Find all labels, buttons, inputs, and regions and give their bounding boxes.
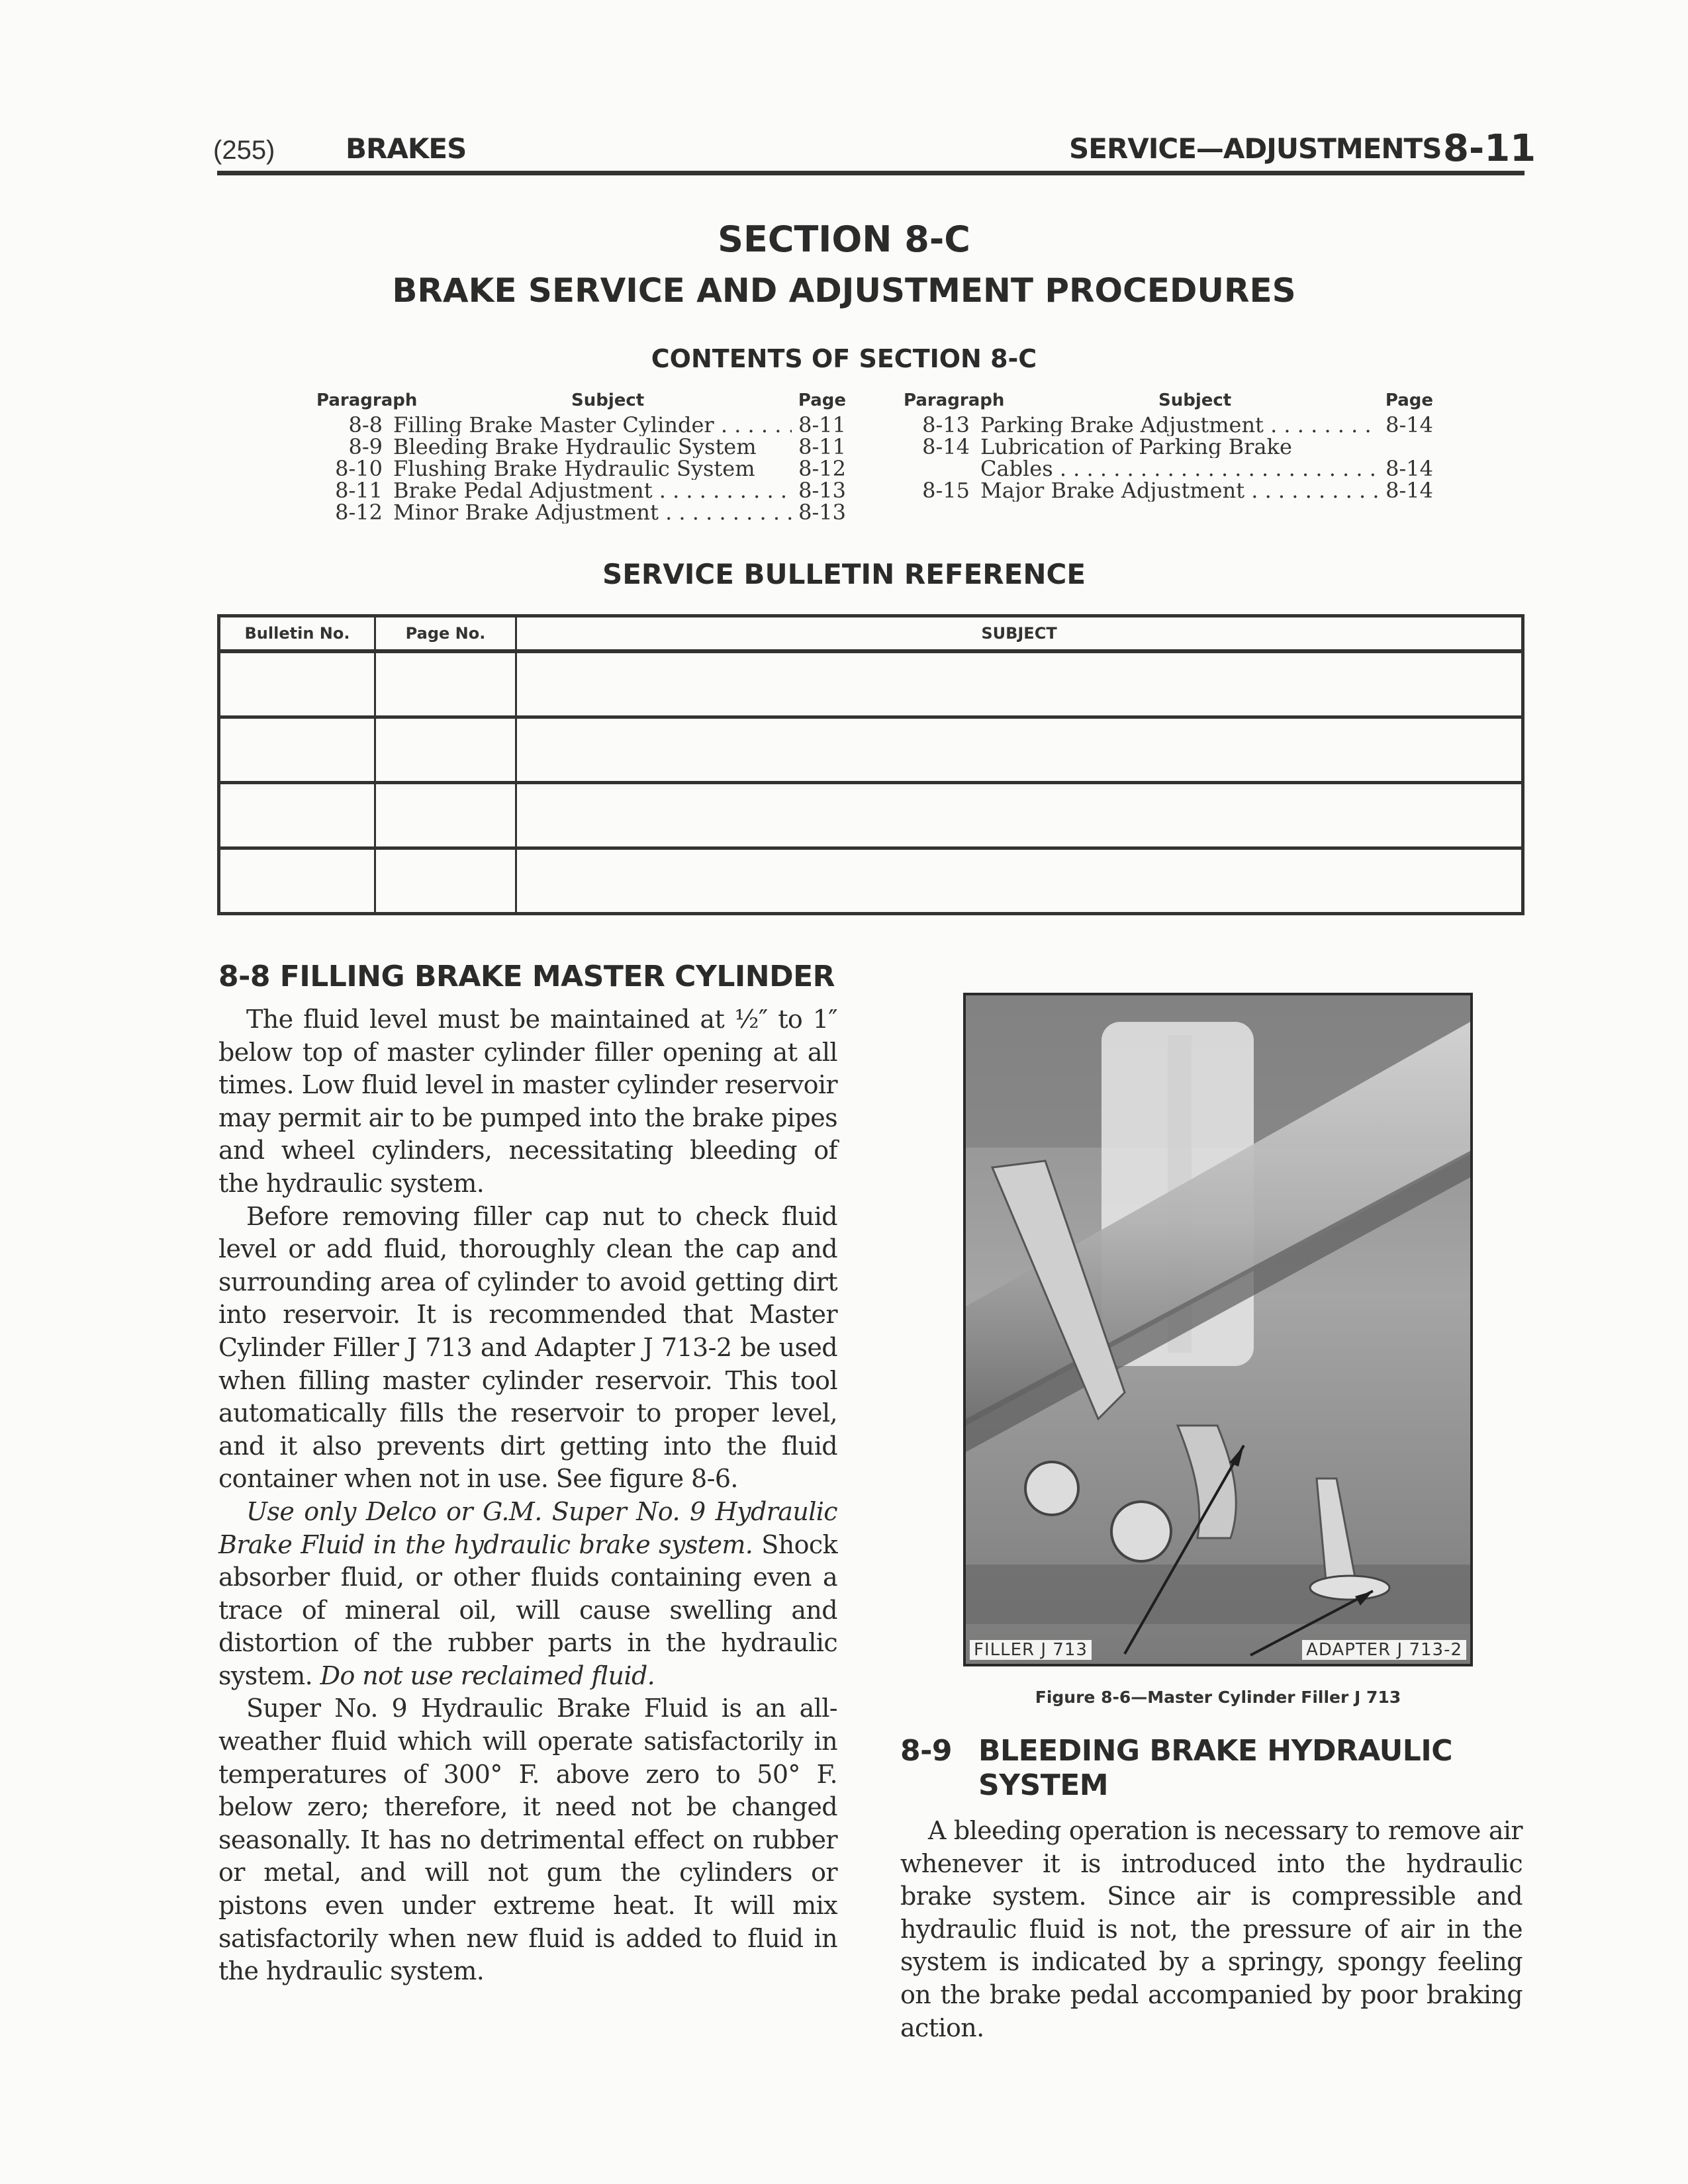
- paragraph: [218, 1496, 837, 1693]
- contents-entry[interactable]: [904, 436, 1433, 458]
- header-subject: SUBJECT: [516, 616, 1523, 652]
- section-subtitle: BRAKE SERVICE AND ADJUSTMENT PROCEDURES: [392, 271, 1296, 310]
- entry-page: 8-11: [798, 412, 846, 437]
- cell-page-no[interactable]: [375, 783, 516, 848]
- entry-page: [1427, 436, 1433, 458]
- contents-column-left: [316, 390, 846, 523]
- paragraph: A bleeding operation is necessary to remove air whenever it is introduced into the hydraulic brake system. Since air is compressible and hydraulic fluid is not, the pressure of air in the system is indicated by a springy, spongy feeling on the brake pedal accompanied by poor braking action.: [900, 1816, 1523, 2042]
- entry-paragraph: 8-11: [335, 478, 383, 503]
- header-bulletin-no: Bulletin No.: [219, 616, 375, 652]
- callout-adapter: ADAPTER J 713-2: [1302, 1640, 1466, 1660]
- page-number: (255): [213, 136, 275, 165]
- contents-entry[interactable]: [316, 502, 846, 523]
- entry-page: 8-13: [798, 500, 846, 525]
- cell-subject[interactable]: [516, 848, 1523, 914]
- contents-entry[interactable]: [316, 458, 846, 480]
- cell-subject[interactable]: [516, 717, 1523, 783]
- bulletin-reference-table: [217, 614, 1524, 915]
- contents-entry-continuation[interactable]: [904, 458, 1433, 480]
- running-section-title: SERVICE—ADJUSTMENTS: [1069, 132, 1442, 165]
- section-title: SECTION 8-C: [718, 218, 970, 260]
- cell-bulletin-no[interactable]: [219, 651, 375, 717]
- figure-master-cylinder-photo: [963, 993, 1473, 1666]
- paragraph: Super No. 9 Hydraulic Brake Fluid is an all-weather fluid which will operate satisfactorily in temperatures of 300° F. above zero to 50° F. below zero; therefore, it need not be changed seasonally. It has no detrimental effect on rubber or metal, and will not gum the cylinders or pistons even under extreme heat. It will mix satisfactorily when new fluid is added to fluid in the hydraulic system.: [218, 1694, 837, 1986]
- entry-subject: Minor Brake Adjustment . . .: [393, 502, 792, 523]
- table-row: [219, 783, 1523, 848]
- col-paragraph: Paragraph: [904, 390, 1005, 410]
- emphasis-text: Use only Delco or G.M. Super No. 9 Hydraulic Brake Fluid in the hydraulic brake system.: [218, 1496, 837, 1559]
- section-heading: [900, 1734, 1523, 1803]
- entry-subject: Filling Brake Master Cylinder . . .: [393, 414, 792, 436]
- section-8-8: [218, 960, 837, 1988]
- callout-filler: FILLER J 713: [970, 1640, 1092, 1660]
- cell-page-no[interactable]: [375, 651, 516, 717]
- contents-entry[interactable]: [316, 414, 846, 436]
- section-heading-text: BLEEDING BRAKE HYDRAULIC SYSTEM: [978, 1734, 1452, 1802]
- section-body: [900, 1815, 1523, 2044]
- entry-subject: Major Brake Adjustment . . .: [980, 480, 1379, 502]
- entry-subject: Lubrication of Parking Brake: [980, 436, 1292, 458]
- entry-paragraph: 8-14: [922, 434, 970, 459]
- table-row: [219, 848, 1523, 914]
- cell-page-no[interactable]: [375, 717, 516, 783]
- cell-subject[interactable]: [516, 651, 1523, 717]
- pivot-bolt: [1025, 1462, 1078, 1515]
- adapter-collar: [1310, 1576, 1389, 1600]
- entry-page: 8-12: [798, 456, 846, 481]
- cell-bulletin-no[interactable]: [219, 717, 375, 783]
- pivot-bolt: [1111, 1502, 1171, 1561]
- contents-entry[interactable]: [904, 414, 1433, 436]
- entry-page: 8-14: [1385, 478, 1433, 503]
- paragraph-text: Shock absorber fluid, or other fluids containing even a trace of mineral oil, will cause swelling and distortion of the rubber parts in the hydraulic system.: [218, 1529, 837, 1690]
- cell-subject[interactable]: [516, 783, 1523, 848]
- emphasis-text: Do not use reclaimed fluid.: [320, 1661, 655, 1690]
- entry-paragraph: 8-13: [922, 412, 970, 437]
- entry-page: 8-14: [1385, 456, 1433, 481]
- cell-bulletin-no[interactable]: [219, 848, 375, 914]
- section-heading: 8-8 FILLING BRAKE MASTER CYLINDER: [218, 960, 835, 993]
- contents-title: CONTENTS OF SECTION 8-C: [651, 344, 1037, 373]
- entry-paragraph: 8-10: [335, 456, 383, 481]
- paragraph: Before removing filler cap nut to check fluid level or add fluid, thoroughly clean the cap and surrounding area of cylinder to avoid getting dirt into reservoir. It is recommended that Master Cylinder Filler J 713 and Adapter J 713-2 be used when filling master cylinder reservoir. This tool automatically fills the reservoir to proper level, and it also prevents dirt getting into the fluid container when not in use. See figure 8-6.: [218, 1201, 837, 1494]
- header-rule: [217, 171, 1524, 175]
- entry-page: 8-14: [1385, 412, 1433, 437]
- contents-entry[interactable]: [316, 436, 846, 458]
- col-page: Page: [798, 390, 846, 410]
- contents-header: [904, 390, 1433, 414]
- contents-entry[interactable]: [904, 480, 1433, 502]
- cell-bulletin-no[interactable]: [219, 783, 375, 848]
- col-paragraph: Paragraph: [316, 390, 418, 410]
- entry-subject: Parking Brake Adjustment . . .: [980, 414, 1379, 436]
- table-row: [219, 717, 1523, 783]
- chapter-page-number: 8-11: [1443, 127, 1536, 170]
- header-page-no: Page No.: [375, 616, 516, 652]
- paragraph: The fluid level must be maintained at ½″ to 1″ below top of master cylinder filler opening at all times. Low fluid level in master cylinder reservoir may permit air to be pumped into the brake pipes and wheel cylinders, necessitating bleeding of the hydraulic system.: [218, 1005, 837, 1198]
- chapter-title: BRAKES: [346, 132, 467, 165]
- table-row: [219, 651, 1523, 717]
- entry-page: 8-13: [798, 478, 846, 503]
- lower-frame: [966, 1565, 1470, 1624]
- contents-column-right: [904, 390, 1433, 502]
- entry-subject: Brake Pedal Adjustment . . .: [393, 480, 792, 502]
- entry-paragraph: 8-12: [335, 500, 383, 525]
- bulletin-reference-title: SERVICE BULLETIN REFERENCE: [602, 558, 1086, 590]
- col-page: Page: [1385, 390, 1433, 410]
- figure-caption: Figure 8-6—Master Cylinder Filler J 713: [1035, 1688, 1401, 1707]
- table-header-row: [219, 616, 1523, 652]
- contents-header: [316, 390, 846, 414]
- photo-illustration: [966, 995, 1470, 1664]
- section-8-9: [900, 1734, 1523, 2044]
- entry-subject: Bleeding Brake Hydraulic System: [393, 436, 757, 458]
- contents-entry[interactable]: [316, 480, 846, 502]
- col-subject: Subject: [571, 390, 645, 410]
- entry-page: 8-11: [798, 434, 846, 459]
- col-subject: Subject: [1158, 390, 1232, 410]
- entry-paragraph: [904, 458, 980, 480]
- section-number: 8-9: [900, 1734, 952, 1768]
- entry-paragraph: 8-15: [922, 478, 970, 503]
- entry-paragraph: 8-8: [348, 412, 383, 437]
- entry-subject: Cables . . .: [980, 458, 1379, 480]
- section-body: [218, 1003, 837, 1988]
- entry-subject: Flushing Brake Hydraulic System: [393, 458, 755, 480]
- cell-page-no[interactable]: [375, 848, 516, 914]
- entry-paragraph: 8-9: [348, 434, 383, 459]
